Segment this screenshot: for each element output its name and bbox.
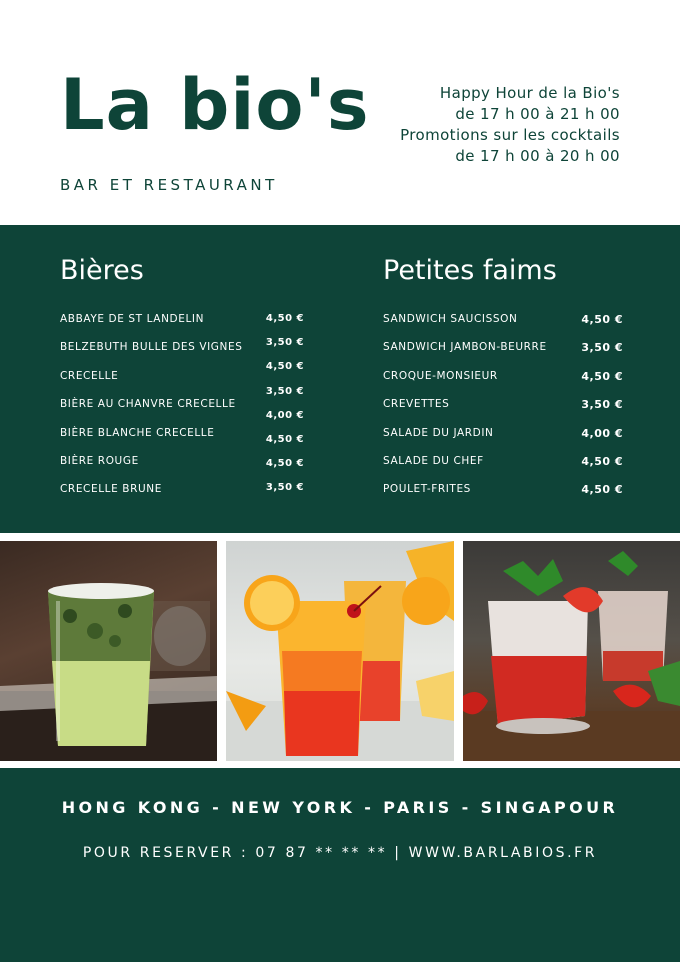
happy-hour-line: de 17 h 00 à 21 h 00 — [455, 105, 620, 123]
cities-list: HONG KONG - NEW YORK - PARIS - SINGAPOUR — [61, 798, 619, 817]
menu-price: 4,50 € — [581, 369, 623, 383]
bieres-heading: Bières — [60, 255, 144, 286]
menu-item: POULET-FRITES — [383, 483, 471, 496]
brand-title: La bio's — [60, 64, 370, 146]
menu-item: BELZEBUTH BULLE DES VIGNES — [60, 341, 243, 354]
menu-price: 4,50 € — [265, 361, 304, 373]
reservation-info: POUR RESERVER : 07 87 ** ** ** | WWW.BARLABIOS.FR — [82, 845, 598, 861]
menu-price: 4,50 € — [581, 313, 623, 326]
menu-item: SANDWICH SAUCISSON — [383, 313, 518, 325]
menu-item: SALADE DU CHEF — [383, 454, 484, 467]
menu-price: 3,50 € — [581, 341, 623, 355]
menu-panel — [0, 225, 680, 533]
menu-item: BIÈRE AU CHANVRE CRECELLE — [60, 398, 236, 411]
menu-price: 3,50 € — [581, 398, 623, 412]
bieres-list — [60, 313, 300, 512]
menu-item: SANDWICH JAMBON-BEURRE — [383, 341, 547, 354]
menu-item: CRECELLE BRUNE — [60, 483, 162, 496]
mojito-photo — [0, 541, 217, 761]
petites-faims-prices — [581, 313, 623, 512]
happy-hour-line: Promotions sur les cocktails — [400, 126, 620, 144]
menu-item: ABBAYE DE ST LANDELIN — [60, 313, 205, 325]
bieres-prices — [266, 313, 304, 507]
menu-price: 4,50 € — [265, 433, 304, 445]
happy-hour-line: de 17 h 00 à 20 h 00 — [455, 147, 620, 165]
footer — [0, 768, 680, 962]
menu-price: 4,50 € — [265, 458, 304, 470]
menu-item: CROQUE-MONSIEUR — [383, 369, 498, 382]
menu-item: CREVETTES — [383, 398, 450, 411]
menu-price: 4,50 € — [265, 313, 304, 324]
menu-item: CRECELLE — [60, 369, 119, 382]
menu-item: BIÈRE ROUGE — [60, 454, 139, 467]
menu-price: 4,00 € — [265, 409, 304, 421]
menu-item: BIÈRE BLANCHE CRECELLE — [60, 426, 215, 439]
brand-subtitle: BAR ET RESTAURANT — [60, 176, 278, 194]
photo-strip — [0, 541, 680, 761]
menu-price: 3,50 € — [265, 337, 304, 349]
menu-price: 4,50 € — [581, 454, 623, 468]
happy-hour-line: Happy Hour de la Bio's — [439, 84, 620, 102]
petites-faims-heading: Petites faims — [383, 255, 557, 286]
menu-item: SALADE DU JARDIN — [383, 426, 494, 439]
menu-price: 3,50 € — [265, 385, 304, 397]
menu-price: 4,00 € — [581, 426, 623, 440]
strawberry-cocktail-photo — [463, 541, 680, 761]
menu-price: 3,50 € — [265, 482, 304, 494]
happy-hour-info — [400, 83, 620, 167]
sunrise-cocktail-photo — [226, 541, 454, 761]
menu-price: 4,50 € — [581, 483, 623, 497]
